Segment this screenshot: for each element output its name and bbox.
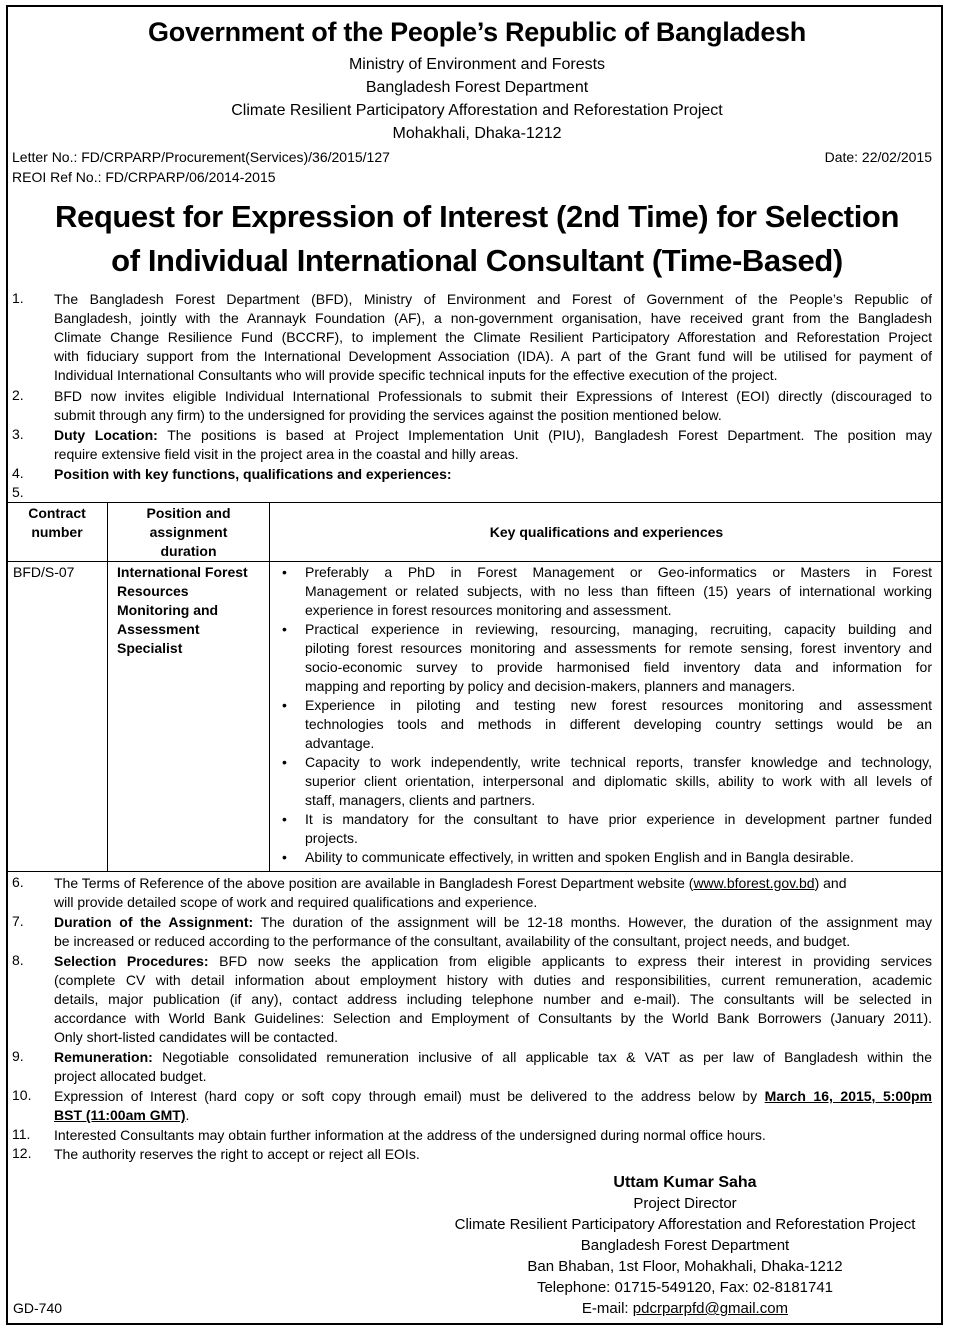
text-line: be increased or reduced according to the performance of the consultant, availability of the consultant, project needs, and budget. xyxy=(54,933,851,949)
signature-block xyxy=(440,1172,930,1319)
paragraph-number: 5. xyxy=(12,484,24,500)
address-line: Mohakhali, Dhaka-1212 xyxy=(392,125,562,142)
text-line: Only short-listed candidates will be contacted. xyxy=(54,1029,339,1045)
text-line: projects. xyxy=(305,830,358,846)
header-contract-number xyxy=(8,504,106,542)
list-item xyxy=(282,696,932,753)
position-text: Specialist xyxy=(117,640,183,656)
signatory-project: Climate Resilient Participatory Afforestation and Reforestation Project xyxy=(454,1216,916,1233)
paragraph-10 xyxy=(54,1087,932,1125)
text-segment: ) and xyxy=(814,875,847,891)
bullet-icon: • xyxy=(282,621,287,637)
text-line: Individual International Consultants who will provide specific technical inputs for the effective execution of the project. xyxy=(54,367,778,383)
paragraph-9 xyxy=(54,1048,932,1086)
paragraph-number: 3. xyxy=(12,426,24,442)
website-link[interactable]: www.bforest.gov.bd xyxy=(693,875,815,891)
selection-label: Selection Procedures: xyxy=(54,953,209,969)
paragraph-11 xyxy=(54,1126,932,1145)
text-line: piloting forest resources monitoring and assessments for remote sensing, forest inventory and xyxy=(305,640,932,656)
table-header-divider xyxy=(6,561,943,562)
duration-label: Duration of the Assignment: xyxy=(54,914,254,930)
paragraph-number: 1. xyxy=(12,290,24,306)
text-line: BFD now invites eligible Individual International Professionals to submit their Expressions of Interest (EOI) directly (discouraged to xyxy=(54,388,932,404)
text-line: Experience in piloting and testing new forest resources monitoring and assessment xyxy=(305,697,932,713)
text-line: (complete CV with detail information about employment history with duties and responsibilities, current remuneration, academic xyxy=(54,972,932,988)
text-line: superior client orientation, interpersonal and diplomatic skills, ability to work with all levels of xyxy=(305,773,932,789)
ministry-line: Ministry of Environment and Forests xyxy=(348,56,606,73)
text-line: staff, managers, clients and partners. xyxy=(305,792,536,808)
text-segment: . xyxy=(185,1107,190,1123)
deadline-time: BST (11:00am GMT) xyxy=(54,1107,186,1123)
bullet-icon: • xyxy=(282,811,287,827)
list-item xyxy=(282,620,932,696)
contract-number-cell: BFD/S-07 xyxy=(13,564,75,580)
text-line: Capacity to work independently, write technical reports, transfer knowledge and technology, xyxy=(305,754,932,770)
paragraph-1 xyxy=(54,290,932,385)
list-item xyxy=(282,563,932,620)
signatory-email-line xyxy=(440,1298,930,1319)
text-line: experience in forest resources monitoring and assessment. xyxy=(305,602,672,618)
position-text: Assessment xyxy=(117,621,200,637)
header-text: duration xyxy=(160,543,217,559)
text-line: require extensive field visit in the project area in the coastal and hilly areas. xyxy=(54,446,519,462)
paragraph-number: 7. xyxy=(12,913,24,929)
qualifications-list xyxy=(282,563,932,867)
text-line: The authority reserves the right to accept or reject all EOIs. xyxy=(54,1146,420,1162)
text-line: Interested Consultants may obtain further information at the address of the undersigned during normal office hours. xyxy=(54,1127,766,1143)
text-line: details, major publication (if any), contact address including telephone number and e-mail). The consultants will be selected in xyxy=(54,991,932,1007)
header-text: assignment xyxy=(149,524,228,540)
paragraph-number: 12. xyxy=(12,1145,32,1161)
paragraph-number: 6. xyxy=(12,874,24,890)
header-text: Contract xyxy=(28,505,86,521)
position-text: International Forest xyxy=(117,564,248,580)
text-line: submit through any firm) to the undersigned for providing the services against the position mentioned below. xyxy=(54,407,722,423)
paragraph-number: 4. xyxy=(12,465,24,481)
bullet-icon: • xyxy=(282,697,287,713)
signatory-address: Ban Bhaban, 1st Floor, Mohakhali, Dhaka-1212 xyxy=(527,1258,843,1275)
paragraph-7 xyxy=(54,913,932,951)
paragraph-4 xyxy=(54,465,932,484)
table-border-top xyxy=(6,502,943,503)
signatory-department: Bangladesh Forest Department xyxy=(580,1237,790,1254)
paragraph-8 xyxy=(54,952,932,1047)
document-title-line-1: Request for Expression of Interest (2nd Time) for Selection xyxy=(55,199,899,234)
paragraph-12 xyxy=(54,1145,932,1164)
header-key-qualifications: Key qualifications and experiences xyxy=(489,524,724,540)
text-line: technologies tools and methods in different developing country settings would be an xyxy=(305,716,932,732)
paragraph-number: 11. xyxy=(12,1126,31,1142)
email-label: E-mail: xyxy=(581,1300,633,1317)
text-line: mapping and reporting by policy and decision-makers, planners and managers. xyxy=(305,678,796,694)
deadline-date: March 16, 2015, 5:00pm xyxy=(764,1088,933,1104)
letter-date: Date: 22/02/2015 xyxy=(824,149,932,165)
position-text: Resources xyxy=(117,583,189,599)
text-line xyxy=(54,1048,932,1067)
bullet-icon: • xyxy=(282,754,287,770)
text-line: accordance with World Bank Guidelines: Selection and Employment of Consultants by the World Bank Borrowers (January 2011). xyxy=(54,1010,932,1026)
position-heading: Position with key functions, qualifications and experiences: xyxy=(54,466,452,482)
email-link[interactable]: pdcrparpfd@gmail.com xyxy=(632,1300,789,1317)
text-line: Ability to communicate effectively, in written and spoken English and in Bangla desirable. xyxy=(305,849,854,865)
position-text: Monitoring and xyxy=(117,602,219,618)
text-segment: BFD now seeks the application from eligible applicants to express their interest in providing services xyxy=(208,953,932,969)
text-line: Preferably a PhD in Forest Management or Geo-informatics or Masters in Forest xyxy=(305,564,932,580)
bullet-icon: • xyxy=(282,849,287,865)
text-line: will provide detailed scope of work and required qualifications and experience. xyxy=(54,894,538,910)
text-line: It is mandatory for the consultant to have prior experience in development partner funded xyxy=(305,811,932,827)
header-text: Position and xyxy=(146,505,231,521)
signatory-telephone: Telephone: 01715-549120, Fax: 02-8181741 xyxy=(536,1279,834,1296)
remuneration-label: Remuneration: xyxy=(54,1049,153,1065)
paragraph-3 xyxy=(54,426,932,464)
text-line xyxy=(54,426,932,445)
reoi-reference: REOI Ref No.: FD/CRPARP/06/2014-2015 xyxy=(12,169,276,185)
text-line xyxy=(54,874,932,893)
footer-code: GD-740 xyxy=(13,1300,63,1316)
text-segment: The Terms of Reference of the above position are available in Bangladesh Forest Department website ( xyxy=(54,875,694,891)
text-line: with fiduciary support from the International Development Association (IDA). A part of the Grant fund will be utilised for payment of xyxy=(54,348,932,364)
text-line xyxy=(54,913,932,932)
header-text: number xyxy=(31,524,83,540)
text-line: advantage. xyxy=(305,735,375,751)
list-item xyxy=(282,848,932,867)
department-line: Bangladesh Forest Department xyxy=(365,79,589,96)
paragraph-2 xyxy=(54,387,932,425)
text-line xyxy=(54,952,932,971)
text-line: project allocated budget. xyxy=(54,1068,207,1084)
header-position xyxy=(108,504,269,561)
text-line: socio-economic survey to provide harmonised field inventory data and information for xyxy=(305,659,932,675)
bullet-icon: • xyxy=(282,564,287,580)
list-item xyxy=(282,753,932,810)
government-heading: Government of the People’s Republic of Bangladesh xyxy=(148,17,806,47)
text-line: Management or related subjects, with no less than fifteen (15) years of international working xyxy=(305,583,932,599)
signatory-designation: Project Director xyxy=(633,1195,737,1212)
paragraph-number: 10. xyxy=(12,1087,32,1103)
text-segment: The duration of the assignment will be 12-18 months. However, the duration of the assignment may xyxy=(253,914,933,930)
text-line xyxy=(54,1087,932,1106)
text-line xyxy=(54,1106,932,1125)
paragraph-6 xyxy=(54,874,932,912)
text-segment: Expression of Interest (hard copy or soft copy through email) must be delivered to the address below by xyxy=(54,1088,765,1104)
list-item xyxy=(282,810,932,848)
document-title-line-2: of Individual International Consultant (Time-Based) xyxy=(111,243,843,278)
text-segment: Negotiable consolidated remuneration inclusive of all applicable tax & VAT as per law of Bangladesh within the xyxy=(152,1049,932,1065)
letter-number: Letter No.: FD/CRPARP/Procurement(Services)/36/2015/127 xyxy=(12,149,390,165)
paragraph-number: 2. xyxy=(12,387,24,403)
table-column-divider xyxy=(269,502,270,872)
text-line: Practical experience in reviewing, resourcing, managing, recruiting, capacity building and xyxy=(305,621,932,637)
signatory-name: Uttam Kumar Saha xyxy=(613,1174,757,1191)
table-border-bottom xyxy=(6,871,943,872)
duty-location-label: Duty Location: xyxy=(54,427,158,443)
text-line: Bangladesh, jointly with the Arannayk Foundation (AF), a non-government organisation, have received grant from the Bangladesh xyxy=(54,310,932,326)
text-line: The Bangladesh Forest Department (BFD), Ministry of Environment and Forest of Government of the People’s Republic of xyxy=(54,291,932,307)
paragraph-number: 8. xyxy=(12,952,24,968)
text-segment: The positions is based at Project Implementation Unit (PIU), Bangladesh Forest Department. The position may xyxy=(157,427,933,443)
project-line: Climate Resilient Participatory Afforestation and Reforestation Project xyxy=(231,102,723,119)
paragraph-number: 9. xyxy=(12,1048,24,1064)
position-cell xyxy=(117,563,248,658)
text-line: Climate Change Resilience Fund (BCCRF), to implement the Climate Resilient Participatory Afforestation and Reforestation Project xyxy=(54,329,932,345)
